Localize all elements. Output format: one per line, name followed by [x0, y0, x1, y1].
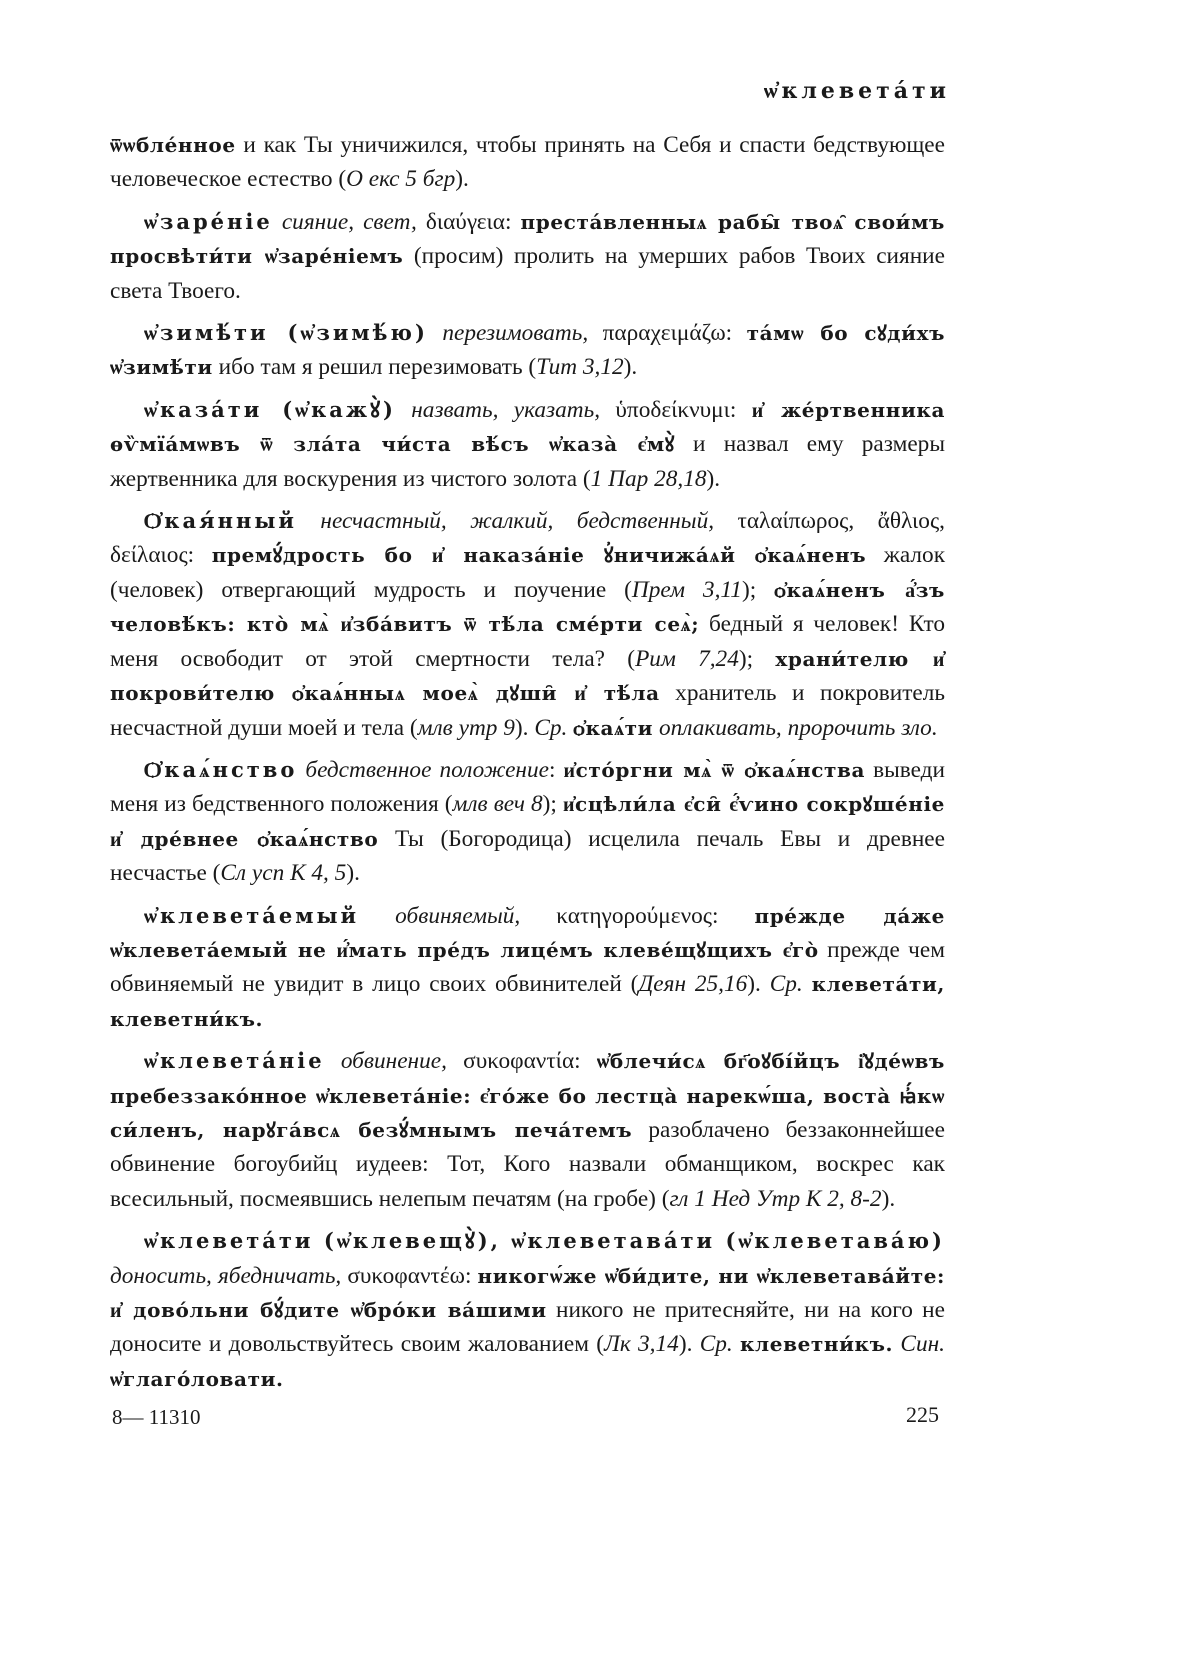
italic-text: назвать, указать, [411, 396, 601, 423]
headword: ѡ҆клеветáемый [144, 902, 360, 928]
body-text [428, 320, 442, 346]
body-text: Ты (Богородица) исцелила печаль Евы и древнее несчастье ( [110, 825, 945, 887]
church-slavonic-text: храни́телю и҆ покрови́телю ѻ҆каѧ́нныѧ моеѧ̀ дꙋши̑ и҆ тѣ́ла [110, 646, 945, 706]
body-text: : [548, 756, 564, 783]
body-text: ). [623, 354, 638, 381]
headword: ѡ҆клеветáніе [144, 1048, 325, 1074]
italic-text: Син. [900, 1331, 945, 1358]
dictionary-entry [110, 504, 945, 745]
body-text: ). [346, 860, 360, 887]
italic-text: оплакивать, пророчить зло. [658, 714, 938, 741]
headword: ѡ҆зарéніе [144, 208, 273, 234]
dictionary-entry [110, 899, 945, 1037]
church-slavonic-text: тáмѡ бо сꙋди́хъ ѡ҆зимѣ́ти [110, 321, 946, 380]
headword: Ѻ҆каѧ́нство [144, 756, 298, 782]
headword: ѡ҆зимѣ́ти (ѡ҆зимѣ́ю) [144, 320, 428, 346]
italic-text: Прем 3,11 [631, 576, 742, 603]
body-text: бедный я человек! Кто меня освободит от этой смертности тела? ( [110, 611, 945, 672]
italic-text: Тит 3,12 [536, 354, 624, 381]
body-text: συκοφαντέω: [341, 1262, 478, 1289]
body-text: ). [678, 1331, 700, 1358]
body-text [733, 1331, 740, 1357]
church-slavonic-text: клевета́ти, клеветни́къ. [110, 972, 945, 1031]
italic-text: обвинение, [340, 1048, 447, 1075]
body-text: хранитель и покровитель несчастной души моей и тела ( [110, 680, 945, 741]
body-text [273, 209, 282, 235]
church-slavonic-text: ѡ҆блечи́сѧ бг҃оꙋбі́йцъ і҆ꙋде́ѡвъ пребеззако́нное ѡ҆клевета́ніе: є҆го́же бо лестца̀ нарекѡ́ша, воста̀ ꙗ҆́кѡ си́ленъ, нарꙋга́всѧ безꙋ́мнымъ печа́темъ [110, 1049, 945, 1142]
body-text: ибо там я решил перезимовать ( [212, 354, 537, 381]
italic-text: Деян 25,16 [638, 971, 748, 998]
italic-text: 1 Пар 28,18 [590, 465, 707, 492]
italic-text: бедственное положение [305, 756, 549, 783]
church-slavonic-text: ѿѡбле́нное [110, 133, 236, 157]
dictionary-entry [110, 205, 945, 308]
body-text: ); [542, 791, 563, 818]
church-slavonic-text: и҆сто́ргни мѧ̀ ѿ ѻ҆каѧ́нства [563, 757, 866, 782]
church-slavonic-text: ѻ҆каѧ́ненъ а҆́зъ человѣ́къ: кто̀ мѧ̀ и҆зба́витъ ѿ тѣ́ла сме́рти сеѧ̀; [110, 577, 945, 637]
body-text: διαύγεια: [416, 208, 521, 235]
body-text: ). [881, 1185, 896, 1212]
body-text: жалок (человек) отвергающий мудрость и поучение ( [110, 542, 946, 603]
dictionary-entry [110, 753, 945, 891]
dictionary-entry [110, 1044, 945, 1216]
body-text: ); [741, 576, 775, 603]
body-text: παραχειμάζω: [588, 320, 747, 347]
body-text: κατηγορούμενος: [520, 902, 755, 929]
printer-signature: 8— 11310 [112, 1405, 201, 1429]
body-text [359, 903, 395, 929]
body-text: прежде чем обвиняемый не увидит в лицо своих обвинителей ( [110, 936, 945, 998]
italic-text: Ср. [534, 714, 568, 741]
body-text: ὑποδείκνυμι: [600, 396, 752, 423]
body-text: разоблачено беззаконнейшее обвинение богоубийц иудеев: Тот, Кого назвали обманщиком, воскрес как всесильный, посмеявшись нелепым печатям (на гробе) ( [110, 1116, 945, 1212]
italic-text: гл 1 Нед Утр К 2, 8-2 [669, 1185, 882, 1212]
body-text: выведи меня из бедственного положения ( [110, 756, 945, 818]
italic-text: Лк 3,14 [604, 1331, 679, 1358]
italic-text: О екс 5 бгр [346, 166, 456, 193]
italic-text: сияние, свет, [281, 208, 417, 235]
entries-column [110, 128, 945, 1404]
dictionary-entry [110, 316, 945, 385]
italic-text: млв утр 9 [417, 714, 515, 741]
church-slavonic-text: клеветни́къ. [740, 1332, 894, 1357]
body-text: συκοφαντία: [446, 1048, 597, 1075]
church-slavonic-text: пре́жде да́же ѡ҆клевета́емый не и҆́мать пре́дъ лице́мъ клеве́щꙋщихъ є҆го̀ [110, 903, 946, 962]
page-number: 225 [906, 1402, 939, 1427]
running-head: ѡ҆клеветáти [763, 78, 950, 104]
italic-text: Рим 7,24 [635, 645, 739, 672]
headword: ѡ҆казáти (ѡ҆кажꙋ̀) [144, 396, 396, 422]
body-text [396, 397, 411, 423]
italic-text: Сл усп К 4, 5 [220, 860, 347, 887]
church-slavonic-text: престáвленныѧ рабы̑ твоѧ̑ свои́мъ просвѣти́ти ѡ҆заре́ніемъ [110, 209, 945, 269]
church-slavonic-text: и҆ же́ртвенника ѳѷмїа́мѡвъ ѿ злáта чи́ста вѣ́съ ѡ҆казà є҆мꙋ̀ [110, 397, 946, 457]
italic-text: несчастный, жалкий, бедственный, [320, 508, 715, 535]
church-slavonic-text: ѡ҆глаго́ловати. [110, 1366, 284, 1391]
headword: Ѻ҆кая́нный [144, 508, 297, 534]
italic-text: Ср. [699, 1331, 733, 1358]
italic-text: перезимовать, [442, 320, 589, 347]
italic-text: млв веч 8 [452, 791, 543, 818]
headword: ѡ҆клеветáти (ѡ҆клевещꙋ̀), ѡ҆клеветавáти (ѡ҆клеветавáю) [144, 1228, 945, 1254]
body-text: и как Ты уничижился, чтобы принять на Себя и спасти бедствующее человеческое естество ( [110, 132, 945, 193]
body-text: ). [706, 465, 721, 492]
italic-text: доносить, ябедничать, [110, 1262, 342, 1289]
body-text: ταλαίπωρος, ἄθλιος, δείλαιος: [110, 508, 946, 569]
body-text: ). [455, 166, 469, 193]
body-text [325, 1048, 341, 1074]
body-text: ). [514, 714, 535, 741]
dictionary-entry [110, 393, 945, 496]
church-slavonic-text: никогѡ́же ѡ҆би́дите, ни ѡ҆клеветава́йте: и҆ дово́льни бꙋ́дите ѡ҆бро́ки ва́шими [110, 1263, 946, 1322]
italic-text: Ср. [769, 971, 803, 998]
body-text: ). [747, 971, 770, 998]
body-text: никого не притесняйте, ни на кого не доносите и довольствуйтесь своим жалованием ( [110, 1297, 945, 1358]
church-slavonic-text: ѻ҆каѧ́ти [573, 715, 654, 740]
church-slavonic-text: премꙋ́дрость бо и҆ наказа́ніе ꙋ҆ничижа́ѧй ѻ҆каѧ́ненъ [211, 543, 867, 568]
church-slavonic-text: и҆сцѣли́ла є҆си̑ є҆́ѵино сокрꙋше́ніе и҆ дре́внее ѻ҆каѧ́нство [110, 792, 945, 851]
body-text [297, 508, 320, 534]
continued-entry [110, 128, 945, 197]
body-text: и назвал ему размеры жертвенника для воскурения из чистого золота ( [110, 431, 945, 492]
italic-text: обвиняемый, [395, 902, 521, 929]
body-text: ); [738, 645, 776, 672]
dictionary-entry [110, 1224, 945, 1396]
body-text: (просим) пролить на умерших рабов Твоих сияние света Твоего. [110, 243, 945, 304]
body-text [803, 971, 812, 997]
